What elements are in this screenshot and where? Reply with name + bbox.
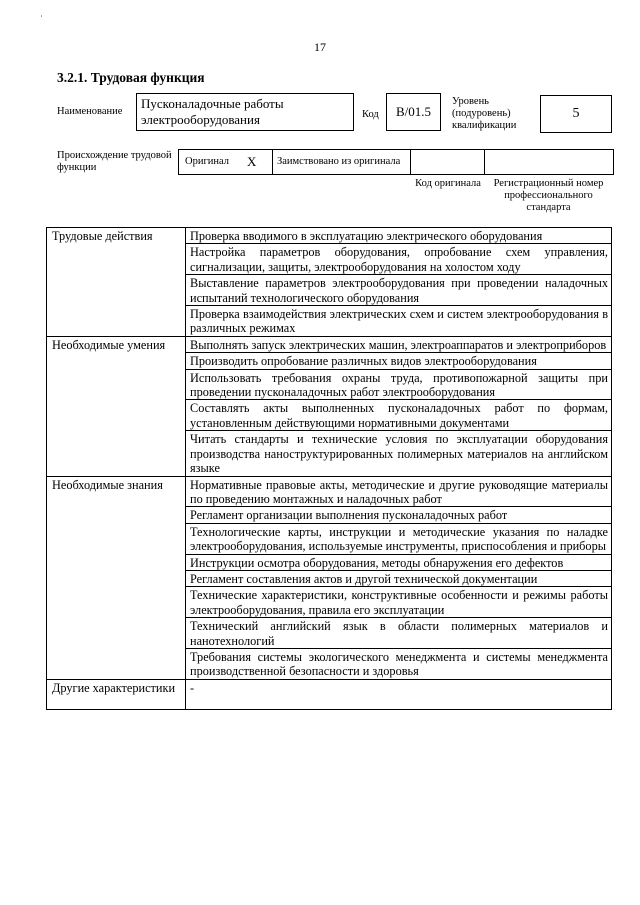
table-row [47, 336, 612, 352]
table-cell: Составлять акты выполненных пусконаладочных работ по формам, установленным действующими нормативными документами [186, 400, 612, 431]
table-row [47, 476, 612, 507]
row-label-actions: Трудовые действия [47, 228, 186, 337]
table-cell: Проверка взаимодействия электрических схем и систем электрооборудования в различных режимах [186, 306, 612, 337]
table-cell: Выполнять запуск электрических машин, электроаппаратов и электроприборов [186, 336, 612, 352]
code-value: B/01.5 [395, 104, 432, 119]
original-mark: X [247, 154, 257, 169]
function-name-box [136, 93, 354, 131]
table-cell: Инструкции осмотра оборудования, методы обнаружения его дефектов [186, 554, 612, 570]
original-code-caption: Код оригинала [415, 178, 481, 189]
original-code-cell [410, 149, 484, 175]
table-cell: Технический английский язык в области полимерных материалов и нанотехнологий [186, 618, 612, 649]
origin-row [178, 149, 614, 175]
origin-label: Происхождение трудовой функции [57, 150, 172, 173]
page-number: 17 [314, 40, 326, 54]
original-label: Оригинал [185, 156, 229, 167]
row-label-skills: Необходимые умения [47, 336, 186, 476]
original-cell [178, 149, 272, 175]
table-cell: Проверка вводимого в эксплуатацию электрического оборудования [186, 228, 612, 244]
row-label-knowledge: Необходимые знания [47, 476, 186, 679]
registration-number-caption: Регистрационный номер профессионального стандарта [493, 178, 604, 213]
level-value: 5 [572, 106, 580, 121]
table-cell: Читать стандарты и технические условия по эксплуатации оборудования производства наноструктурированных полимерных материалов на английском языке [186, 431, 612, 476]
table-cell: Регламент организации выполнения пусконаладочных работ [186, 507, 612, 523]
table-cell: Технологические карты, инструкции и методические указания по наладке электрооборудования, используемые инструменты, приспособления и приборы [186, 523, 612, 554]
borrowed-cell [272, 149, 410, 175]
table-row [47, 679, 612, 709]
borrowed-label: Заимствовано из оригинала [277, 156, 401, 167]
table-cell: Производить опробование различных видов электрооборудования [186, 353, 612, 369]
table-cell: Технические характеристики, конструктивные особенности и режимы работы электрооборудования, правила его эксплуатации [186, 587, 612, 618]
code-label: Код [362, 109, 379, 120]
table-cell: Настройка параметров оборудования, опробование схем управления, сигнализации, защиты, электрооборудования на холостом ходу [186, 244, 612, 275]
code-box [386, 93, 441, 131]
table-cell: Регламент составления актов и другой технической документации [186, 570, 612, 586]
table-cell: Выставление параметров электрооборудования при проведении наладочных испытаний технологического оборудования [186, 275, 612, 306]
registration-number-cell [484, 149, 614, 175]
level-label: Уровень (подуровень) квалификации [452, 96, 517, 131]
function-name-value: Пусконаладочные работы электрооборудования [141, 96, 284, 127]
section-title: 3.2.1. Трудовая функция [57, 70, 205, 85]
table-cell: Требования системы экологического менеджмента и системы менеджмента производственной безопасности и здоровья [186, 648, 612, 679]
table-cell: - [186, 679, 612, 709]
row-label-other: Другие характеристики [47, 679, 186, 709]
scan-mark: ˙ [40, 14, 43, 24]
function-details-table [46, 227, 612, 710]
table-row [47, 228, 612, 244]
level-box [540, 95, 612, 133]
table-cell: Использовать требования охраны труда, противопожарной защиты при проведении пусконаладочных работ электрооборудования [186, 369, 612, 400]
name-label: Наименование [57, 106, 123, 117]
table-cell: Нормативные правовые акты, методические и другие руководящие материалы по проведению монтажных и наладочных работ [186, 476, 612, 507]
